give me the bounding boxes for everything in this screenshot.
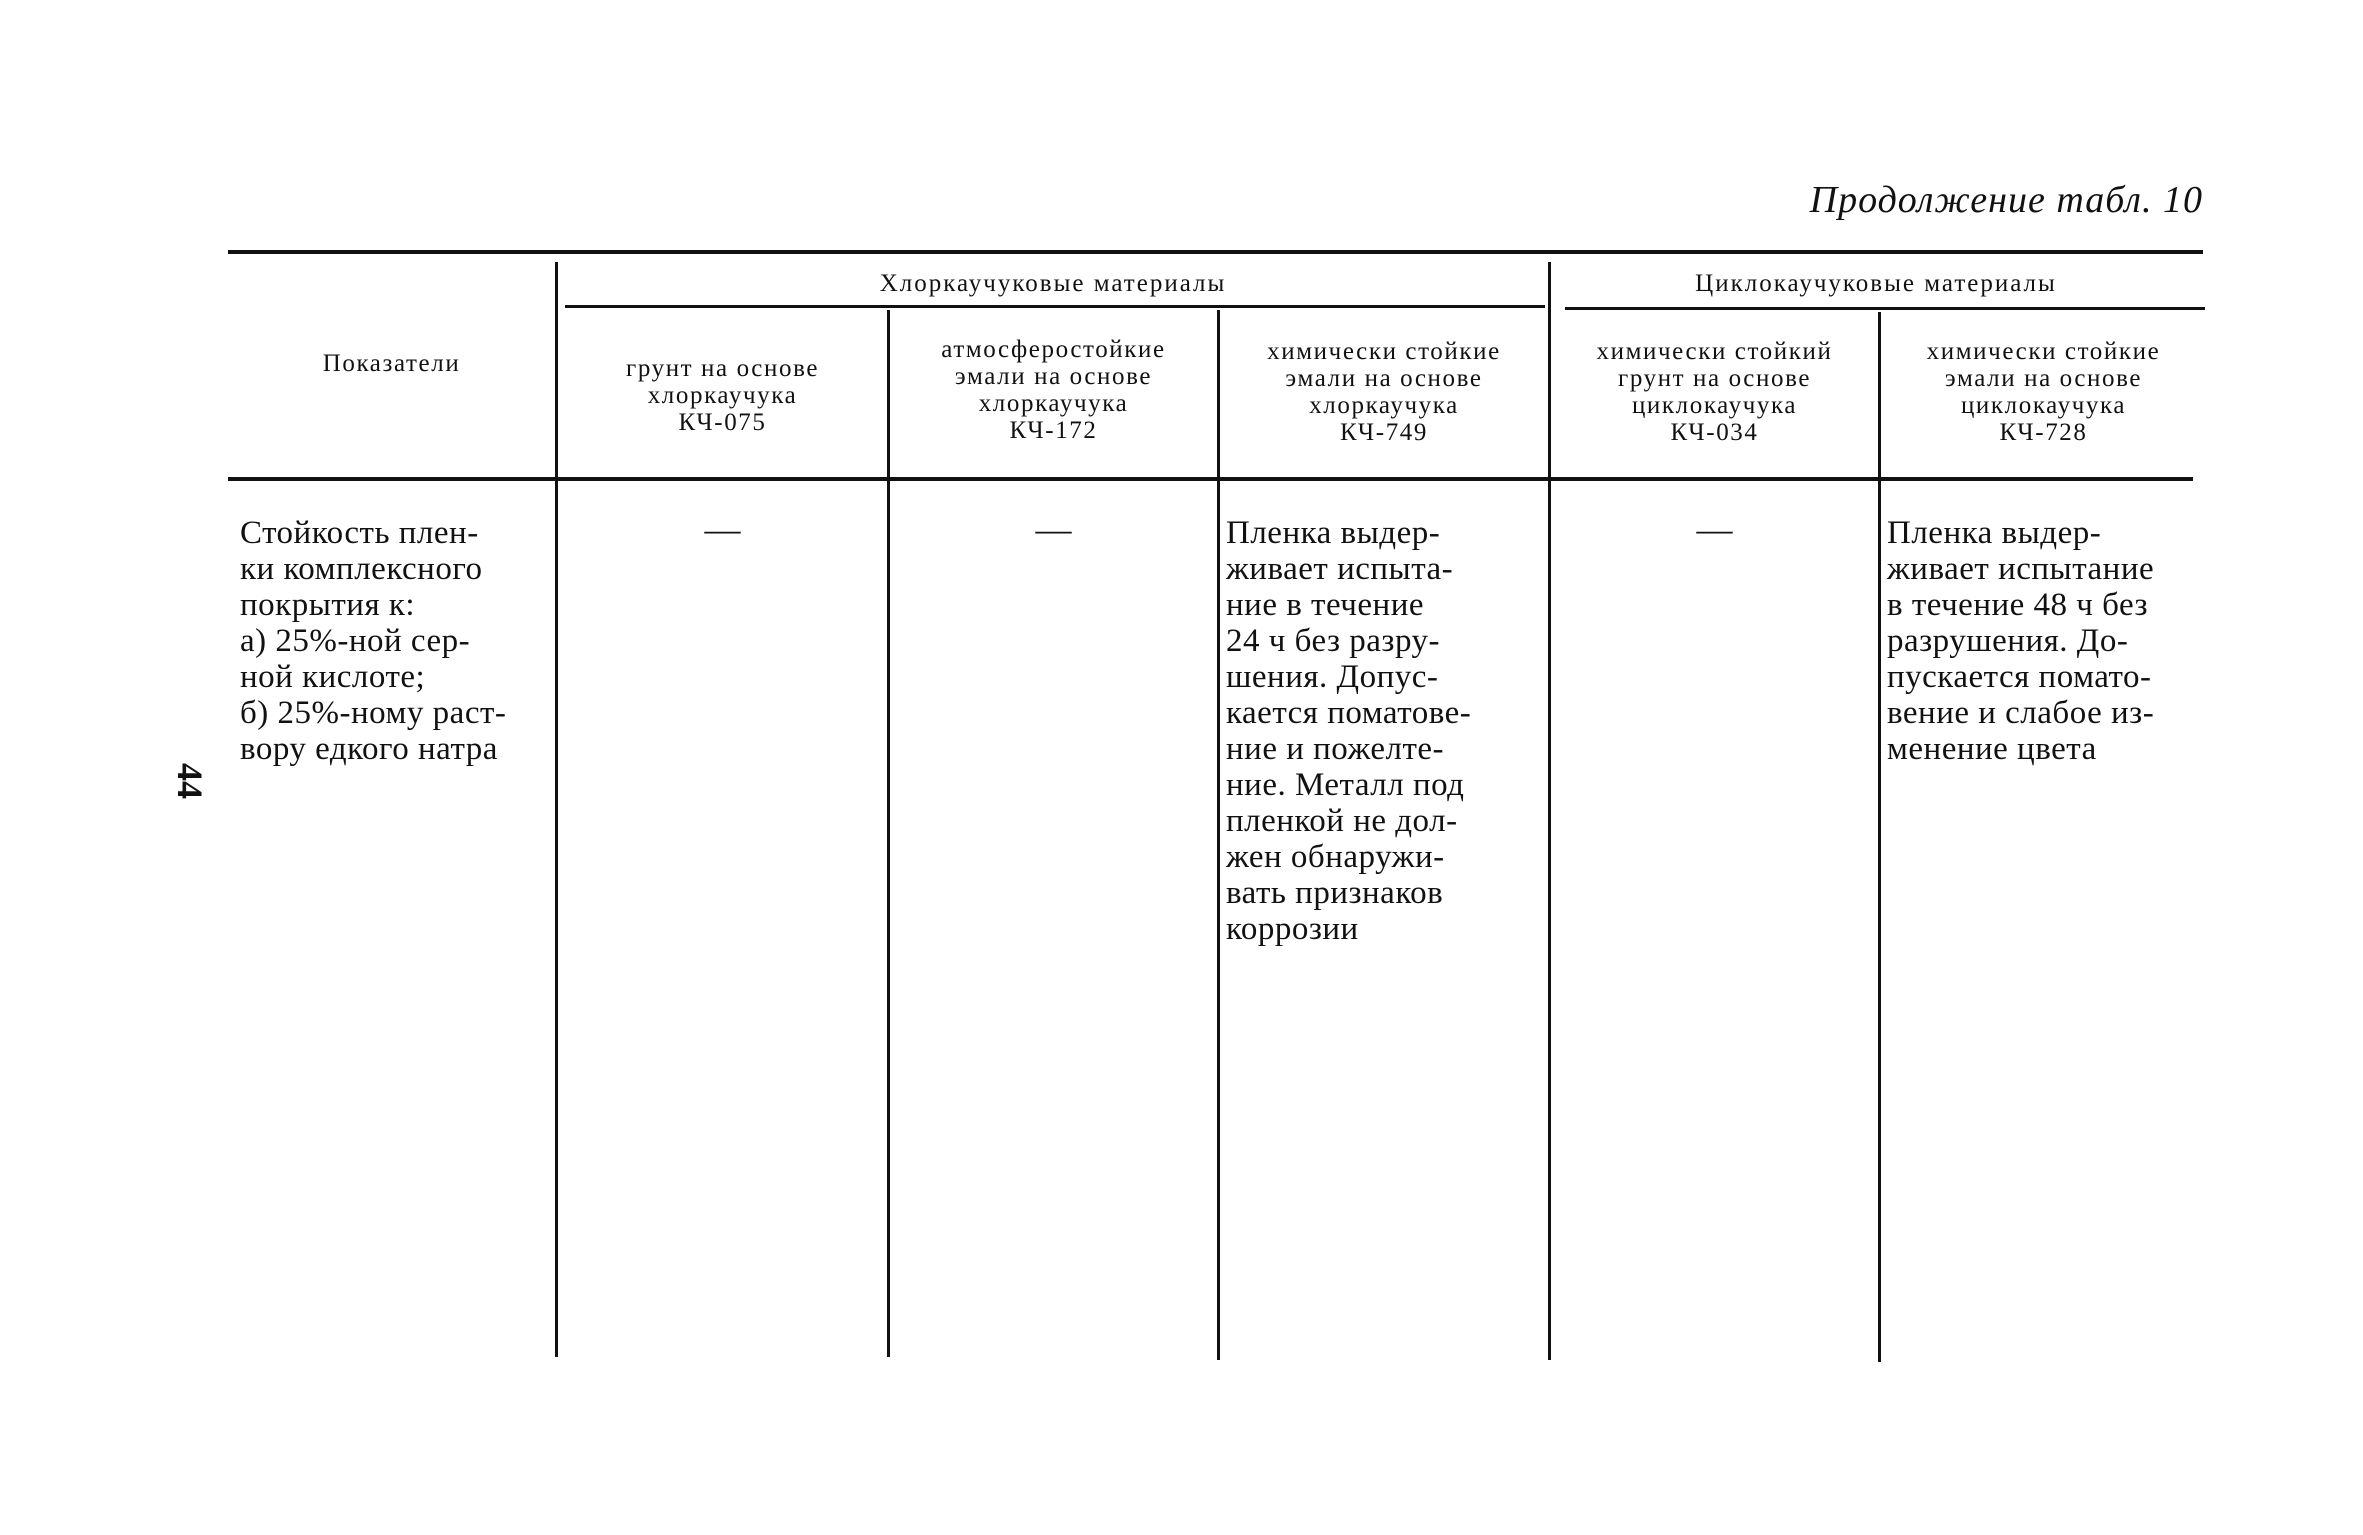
group-header-chlorine: Хлоркаучуковые материалы <box>879 270 1227 297</box>
column-header-kch-749: химически стойкие эмали на основе хлоркаучука КЧ-749 <box>1267 338 1501 446</box>
group-underline-2 <box>1565 307 2205 310</box>
column-header-kch-075: грунт на основе хлоркаучука КЧ-075 <box>625 355 820 436</box>
column-header-kch-728: химически стойкие эмали на основе циклокаучука КЧ-728 <box>1926 338 2161 446</box>
header-bottom-rule <box>228 477 2193 481</box>
group-underline-1 <box>565 305 1545 308</box>
row-header-cell: Показатели <box>322 350 461 377</box>
indicator-cell: Стойкость плен- ки комплексного покрытия к: а) 25%-ной сер- ной кислоте; б) 25%-ному раст- вору едкого натра <box>240 515 507 767</box>
group-header-cyclo: Циклокаучуковые материалы <box>1695 270 2057 297</box>
value-cell-kch-749: Пленка выдер- живает испыта- ние в течение 24 ч без разру- шения. Допус- кается поматове- ние и пожелте- ние. Металл под пленкой не дол- жен обнаружи- вать признаков коррозии <box>1226 515 1472 947</box>
column-header-kch-172: атмосферостойкие эмали на основе хлоркаучука КЧ-172 <box>941 336 1166 444</box>
col-divider-2 <box>887 310 890 1357</box>
col-divider-3 <box>1217 310 1220 1360</box>
table-top-rule <box>228 250 2203 254</box>
col-divider-5 <box>1878 312 1881 1362</box>
value-cell-kch-034: — <box>1696 509 1733 549</box>
table-caption: Продолжение табл. 10 <box>1809 179 2203 221</box>
column-header-kch-034: химически стойкий грунт на основе циклокаучука КЧ-034 <box>1596 338 1833 446</box>
value-cell-kch-172: — <box>1035 509 1072 549</box>
page-number: 44 <box>170 763 210 799</box>
value-cell-kch-728: Пленка выдер- живает испытание в течение 48 ч без разрушения. До- пускается помато- вение и слабое из- менение цвета <box>1887 515 2155 767</box>
value-cell-kch-075: — <box>704 509 741 549</box>
